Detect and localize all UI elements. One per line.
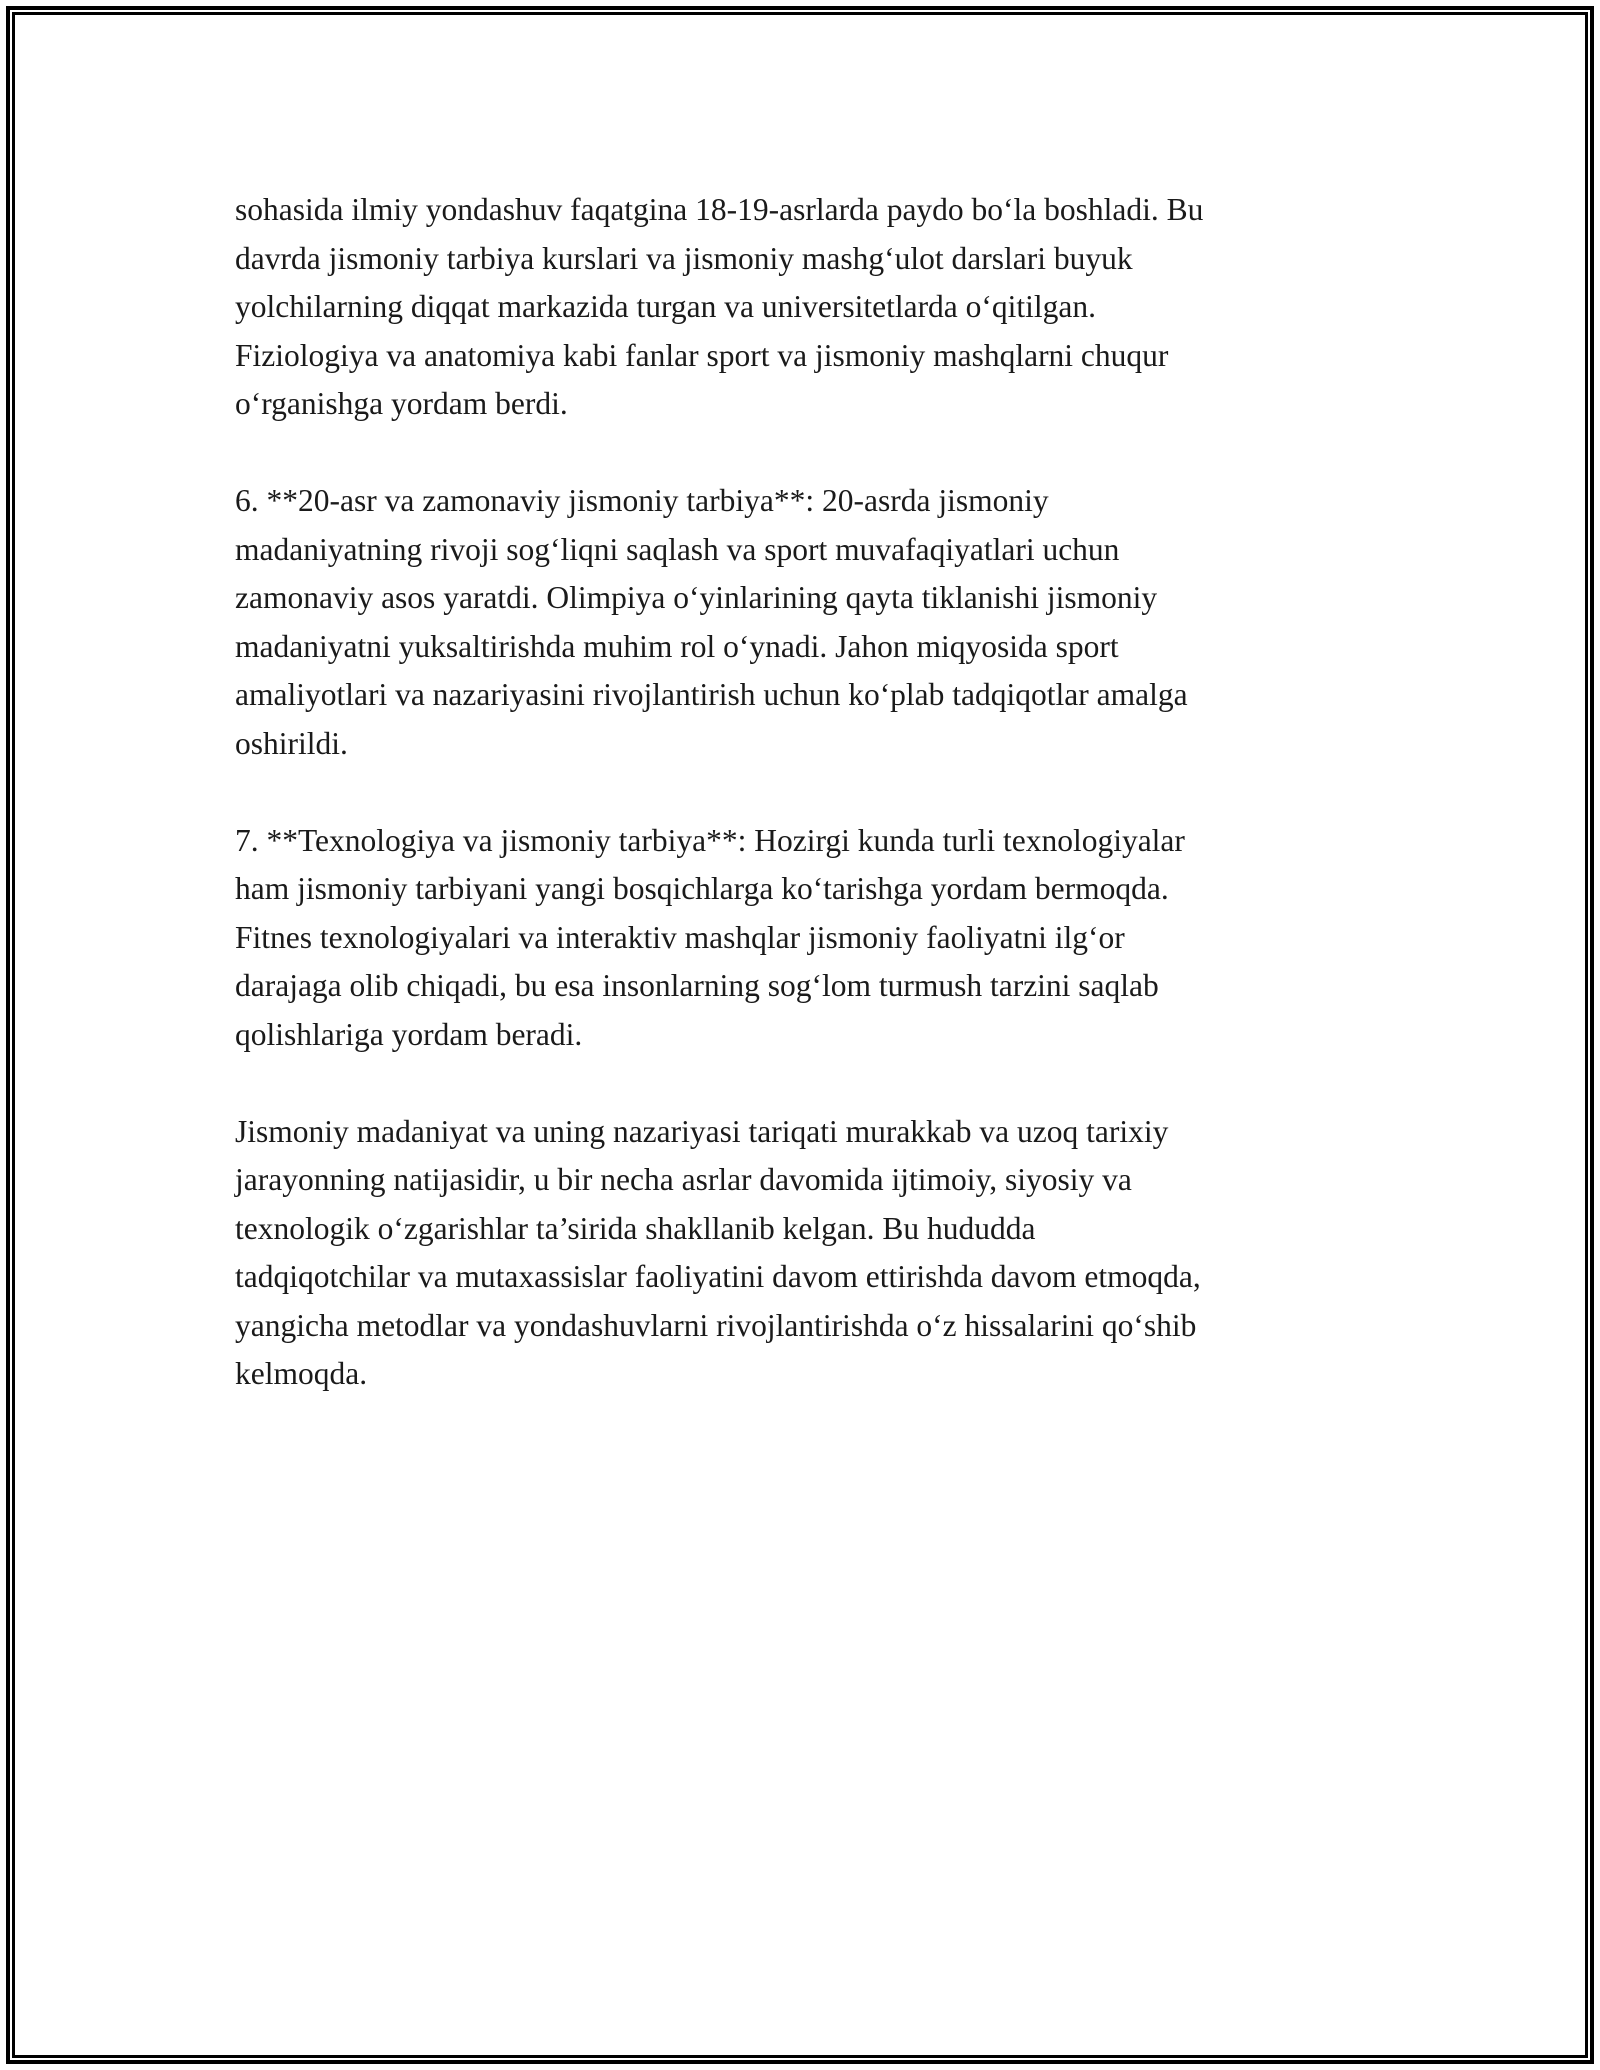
paragraph-item-6	[235, 477, 1380, 768]
text-line: tadqiqotchilar va mutaxassislar faoliyatini davom ettirishda davom etmoqda,	[235, 1259, 1201, 1294]
text-line: o‘rganishga yordam berdi.	[235, 386, 568, 421]
text-line: ham jismoniy tarbiyani yangi bosqichlarga ko‘tarishga yordam bermoqda.	[235, 871, 1169, 906]
text-line: zamonaviy asos yaratdi. Olimpiya o‘yinlarining qayta tiklanishi jismoniy	[235, 580, 1158, 615]
text-line: madaniyatning rivoji sog‘liqni saqlash va sport muvafaqiyatlari uchun	[235, 531, 1120, 567]
text-line: kelmoqda.	[235, 1356, 368, 1391]
document-body	[235, 186, 1380, 1447]
text-line: sohasida ilmiy yondashuv faqatgina 18-19-asrlarda paydo bo‘la boshladi. Bu	[235, 192, 1204, 227]
text-line: Jismoniy madaniyat va uning nazariyasi tariqati murakkab va uzoq tarixiy	[235, 1113, 1169, 1149]
text-line: 7. **Texnologiya va jismoniy tarbiya**: Hozirgi kunda turli texnologiyalar	[235, 822, 1185, 858]
text-line: amaliyotlari va nazariyasini rivojlantirish uchun ko‘plab tadqiqotlar amalga	[235, 677, 1188, 712]
text-line: Fitnes texnologiyalari va interaktiv mashqlar jismoniy faoliyatni ilg‘or	[235, 919, 1125, 955]
text-line: Fiziologiya va anatomiya kabi fanlar sport va jismoniy mashqlarni chuqur	[235, 337, 1169, 373]
text-line: texnologik o‘zgarishlar ta’sirida shakllanib kelgan. Bu hududda	[235, 1210, 1036, 1246]
text-line: davrda jismoniy tarbiya kurslari va jismoniy mashg‘ulot darslari buyuk	[235, 240, 1133, 276]
text-line: yolchilarning diqqat markazida turgan va universitetlarda o‘qitilgan.	[235, 289, 1097, 324]
text-line: qolishlariga yordam beradi.	[235, 1016, 583, 1052]
paragraph-conclusion	[235, 1108, 1380, 1399]
text-line: 6. **20-asr va zamonaviy jismoniy tarbiya**: 20-asrda jismoniy	[235, 483, 1049, 518]
text-line: yangicha metodlar va yondashuvlarni rivojlantirishda o‘z hissalarini qo‘shib	[235, 1307, 1197, 1343]
paragraph-history-continued	[235, 186, 1380, 429]
paragraph-item-7	[235, 817, 1380, 1060]
text-line: madaniyatni yuksaltirishda muhim rol o‘ynadi. Jahon miqyosida sport	[235, 628, 1119, 664]
text-line: jarayonning natijasidir, u bir necha asrlar davomida ijtimoiy, siyosiy va	[235, 1162, 1132, 1197]
text-line: oshirildi.	[235, 725, 348, 761]
text-line: darajaga olib chiqadi, bu esa insonlarning sog‘lom turmush tarzini saqlab	[235, 968, 1159, 1003]
